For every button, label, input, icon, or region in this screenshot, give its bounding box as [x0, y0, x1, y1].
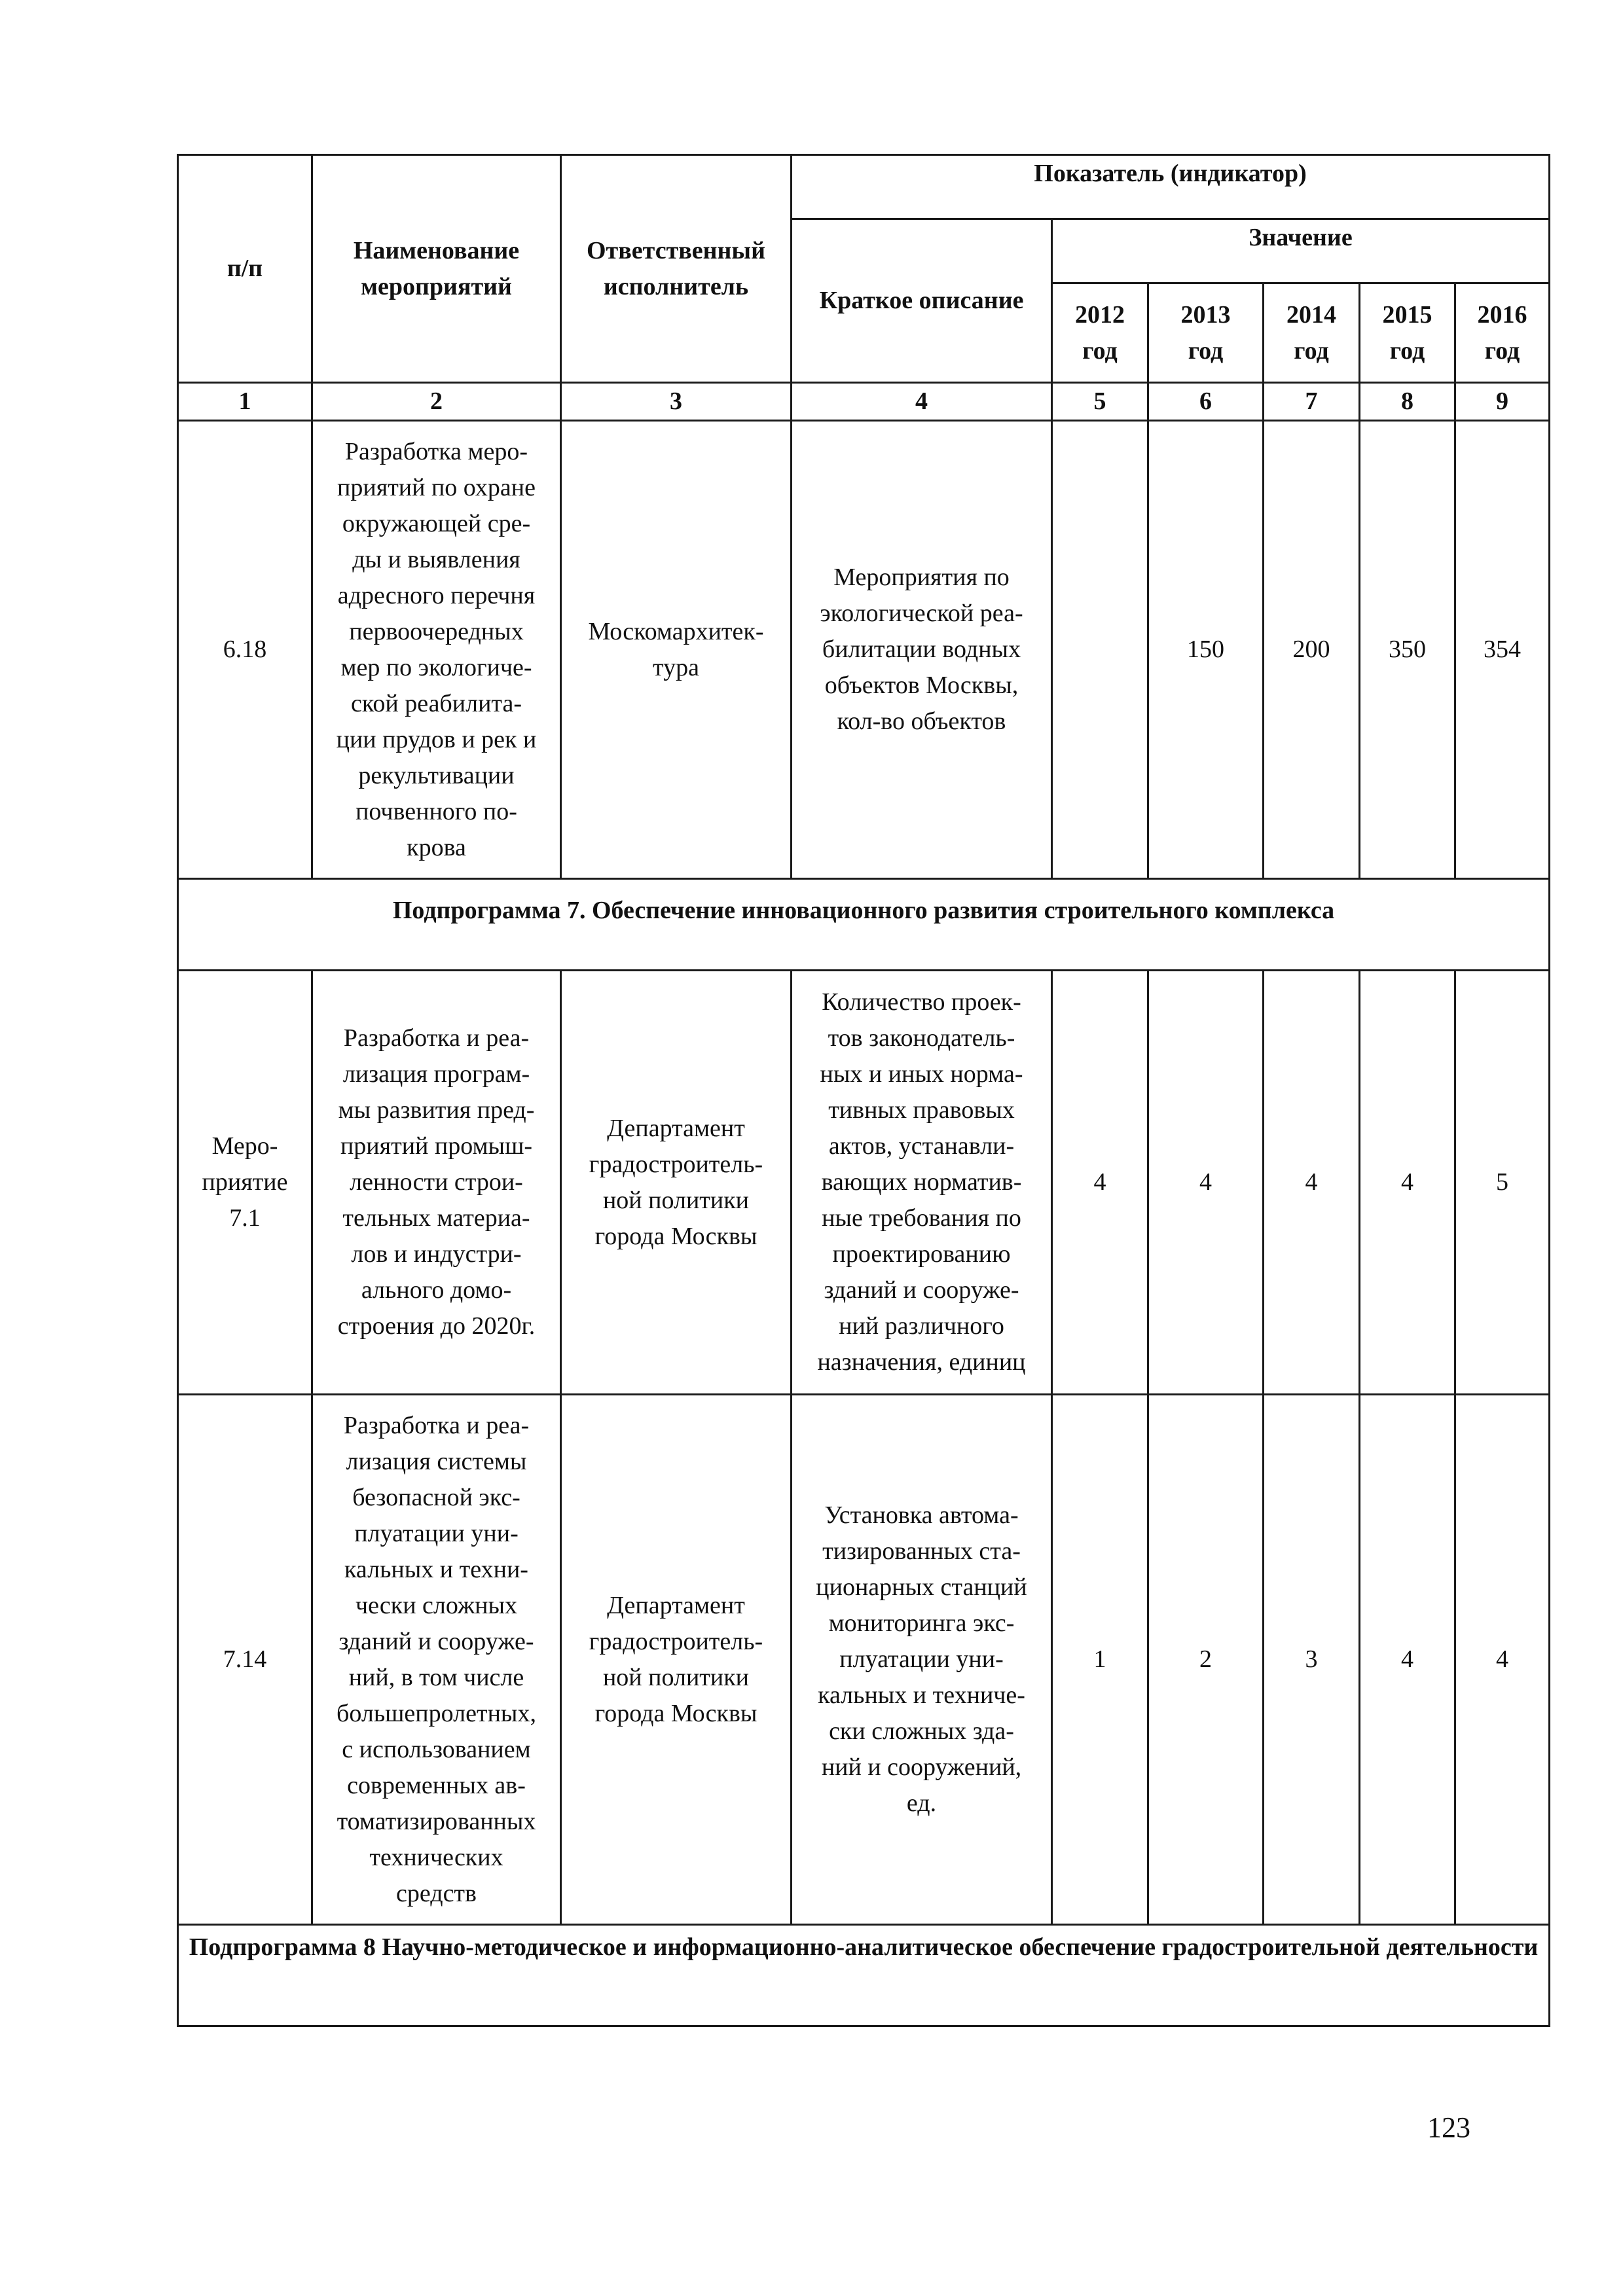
column-number: 5 [1052, 383, 1148, 421]
header-indicator: Показатель (индикатор) [792, 155, 1550, 219]
row-name: Разработка и реа- лизация системы безопасной экс- плуатации уни- кальных и техни- чески сложных зданий и сооруже- ний, в том числе большепролетных, с использованием современных ав- томатизированных технических средств [312, 1395, 561, 1925]
row-name: Разработка и реа- лизация програм- мы развития пред- приятий промыш- ленности строи- тельных материа- лов и индустри- ального домо- строения до 2020г. [312, 971, 561, 1395]
subprogram-row [178, 879, 1550, 971]
row-desc: Установка автома- тизированных ста- ционарных станций мониторинга экс- плуатации уни- кальных и техниче- ски сложных зда- ний и сооружений, ед. [792, 1395, 1052, 1925]
subprogram-row [178, 1925, 1550, 2026]
header-year: 2014 год [1264, 283, 1360, 383]
column-number: 6 [1148, 383, 1264, 421]
subprogram-7-title: Подпрограмма 7. Обеспечение инновационного развития строительного комплекса [178, 879, 1550, 971]
indicator-table [177, 154, 1550, 2027]
row-num: 7.14 [178, 1395, 312, 1925]
table-row [178, 971, 1550, 1395]
row-value-2013: 150 [1148, 421, 1264, 879]
row-desc: Количество проек- тов законодатель- ных и иных норма- тивных правовых актов, устанавли- вающих норматив- ные требования по проектированию зданий и сооруже- ний различного назначения, единиц [792, 971, 1052, 1395]
header-year: 2016 год [1455, 283, 1550, 383]
subprogram-8-title: Подпрограмма 8 Научно-методическое и информационно-аналитическое обеспечение градостроительной деятельности [178, 1925, 1550, 2026]
row-value-2015: 4 [1360, 1395, 1455, 1925]
header-year: 2015 год [1360, 283, 1455, 383]
row-executor: Департамент градостроитель- ной политики города Москвы [561, 1395, 792, 1925]
header-short-desc: Краткое описание [792, 219, 1052, 383]
row-value-2016: 354 [1455, 421, 1550, 879]
header-executor: Ответственный исполнитель [561, 155, 792, 383]
table-row [178, 1395, 1550, 1925]
header-value: Значение [1052, 219, 1550, 283]
row-value-2012: 4 [1052, 971, 1148, 1395]
row-executor: Департамент градостроитель- ной политики города Москвы [561, 971, 792, 1395]
header-num: п/п [178, 155, 312, 383]
row-value-2014: 4 [1264, 971, 1360, 1395]
row-value-2012 [1052, 421, 1148, 879]
row-desc: Мероприятия по экологической реа- билитации водных объектов Москвы, кол-во объектов [792, 421, 1052, 879]
column-number: 8 [1360, 383, 1455, 421]
column-number: 9 [1455, 383, 1550, 421]
row-value-2016: 4 [1455, 1395, 1550, 1925]
column-number: 7 [1264, 383, 1360, 421]
row-value-2014: 200 [1264, 421, 1360, 879]
row-value-2015: 4 [1360, 971, 1455, 1395]
row-name: Разработка меро- приятий по охране окружающей сре- ды и выявления адресного перечня первоочередных мер по экологиче- ской реабилита- ции прудов и рек и рекультивации почвенного по- крова [312, 421, 561, 879]
row-value-2016: 5 [1455, 971, 1550, 1395]
header-name: Наименование мероприятий [312, 155, 561, 383]
column-number: 1 [178, 383, 312, 421]
column-number-row [178, 383, 1550, 421]
row-value-2012: 1 [1052, 1395, 1148, 1925]
header-year: 2012 год [1052, 283, 1148, 383]
row-executor: Москомархитек- тура [561, 421, 792, 879]
table-row [178, 421, 1550, 879]
column-number: 3 [561, 383, 792, 421]
row-num: Меро- приятие 7.1 [178, 971, 312, 1395]
column-number: 4 [792, 383, 1052, 421]
header-year: 2013 год [1148, 283, 1264, 383]
row-value-2014: 3 [1264, 1395, 1360, 1925]
page-number: 123 [1427, 2111, 1470, 2144]
row-value-2015: 350 [1360, 421, 1455, 879]
row-num: 6.18 [178, 421, 312, 879]
row-value-2013: 2 [1148, 1395, 1264, 1925]
row-value-2013: 4 [1148, 971, 1264, 1395]
column-number: 2 [312, 383, 561, 421]
header-row-1 [178, 155, 1550, 219]
